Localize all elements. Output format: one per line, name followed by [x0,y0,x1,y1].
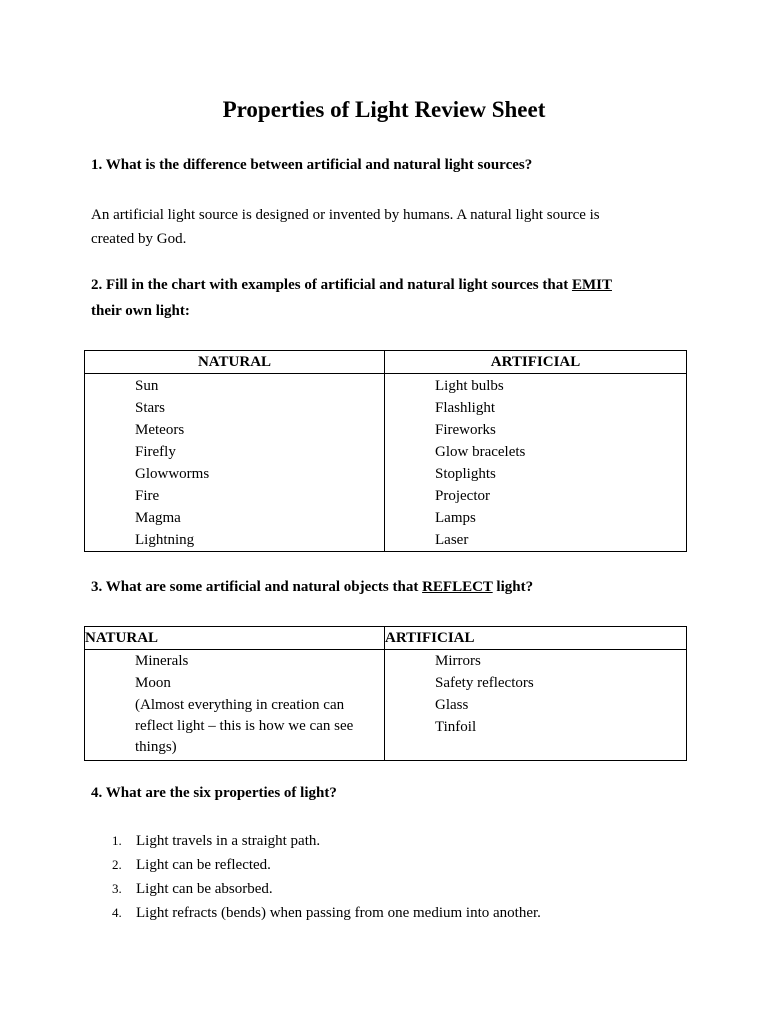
list-item: Glass [435,697,469,713]
list-item: Mirrors [435,653,481,669]
list-item: Lightning [135,532,195,548]
list-item: Stoplights [435,466,496,482]
artificial-reflect-cell [385,650,687,761]
question-2 [91,272,691,324]
list-item: Stars [135,400,165,416]
list-item: Tinfoil [435,719,477,735]
list-item: Sun [135,378,159,394]
table-header-row [85,627,687,650]
question-3-text: 3. What are some artificial and natural objects that [91,579,423,595]
question-2-text: 2. Fill in the chart with examples of artificial and natural light sources that [91,277,572,293]
answer-1-line-2: created by God. [91,231,187,247]
answer-1 [91,203,681,251]
table-header-row [85,351,687,374]
list-item-text: Light travels in a straight path. [136,833,321,849]
table-row [85,374,687,552]
question-3-keyword: REFLECT [422,579,493,595]
properties-list [112,829,672,925]
natural-header: NATURAL [85,351,385,374]
artificial-emit-cell [385,374,687,552]
list-item: Firefly [135,444,176,460]
table-row [85,650,687,761]
question-2-keyword: EMIT [571,277,612,293]
list-item: Moon [135,675,171,691]
natural-reflect-cell [85,650,385,761]
list-item: (Almost everything in creation can reflect light – this is how we can see things) [135,697,354,755]
list-item [112,853,672,877]
list-item: Magma [135,510,181,526]
list-item: Safety reflectors [435,675,534,691]
artificial-header: ARTIFICIAL [385,627,687,650]
list-item-number: 1. [112,833,122,848]
page-title: Properties of Light Review Sheet [222,97,546,122]
list-item: Fireworks [435,422,496,438]
list-item-text: Light refracts (bends) when passing from one medium into another. [136,905,541,921]
list-item-number: 4. [112,905,122,920]
list-item: Fire [135,488,160,504]
list-item: Lamps [435,510,476,526]
list-item-number: 2. [112,857,122,872]
question-3 [91,574,691,600]
question-1: 1. What is the difference between artificial and natural light sources? [91,157,533,173]
list-item: Glow bracelets [435,444,526,460]
natural-emit-cell [85,374,385,552]
natural-header: NATURAL [85,627,385,650]
list-item: Flashlight [435,400,496,416]
list-item: Laser [435,532,469,548]
question-3-text-end: light? [492,579,534,595]
list-item-text: Light can be reflected. [136,857,271,873]
list-item: Minerals [135,653,189,669]
list-item: Glowworms [135,466,210,482]
question-2-text-end: their own light: [91,303,190,319]
emit-sources-table [84,350,687,552]
list-item: Meteors [135,422,185,438]
artificial-header: ARTIFICIAL [385,351,687,374]
list-item: Projector [435,488,490,504]
list-item-number: 3. [112,881,122,896]
answer-1-line-1: An artificial light source is designed or invented by humans. A natural light source is [91,207,600,223]
question-4: 4. What are the six properties of light? [91,785,337,801]
list-item-text: Light can be absorbed. [136,881,273,897]
reflect-objects-table [84,626,687,761]
list-item [112,901,672,925]
list-item: Light bulbs [435,378,504,394]
list-item [112,877,672,901]
list-item [112,829,672,853]
